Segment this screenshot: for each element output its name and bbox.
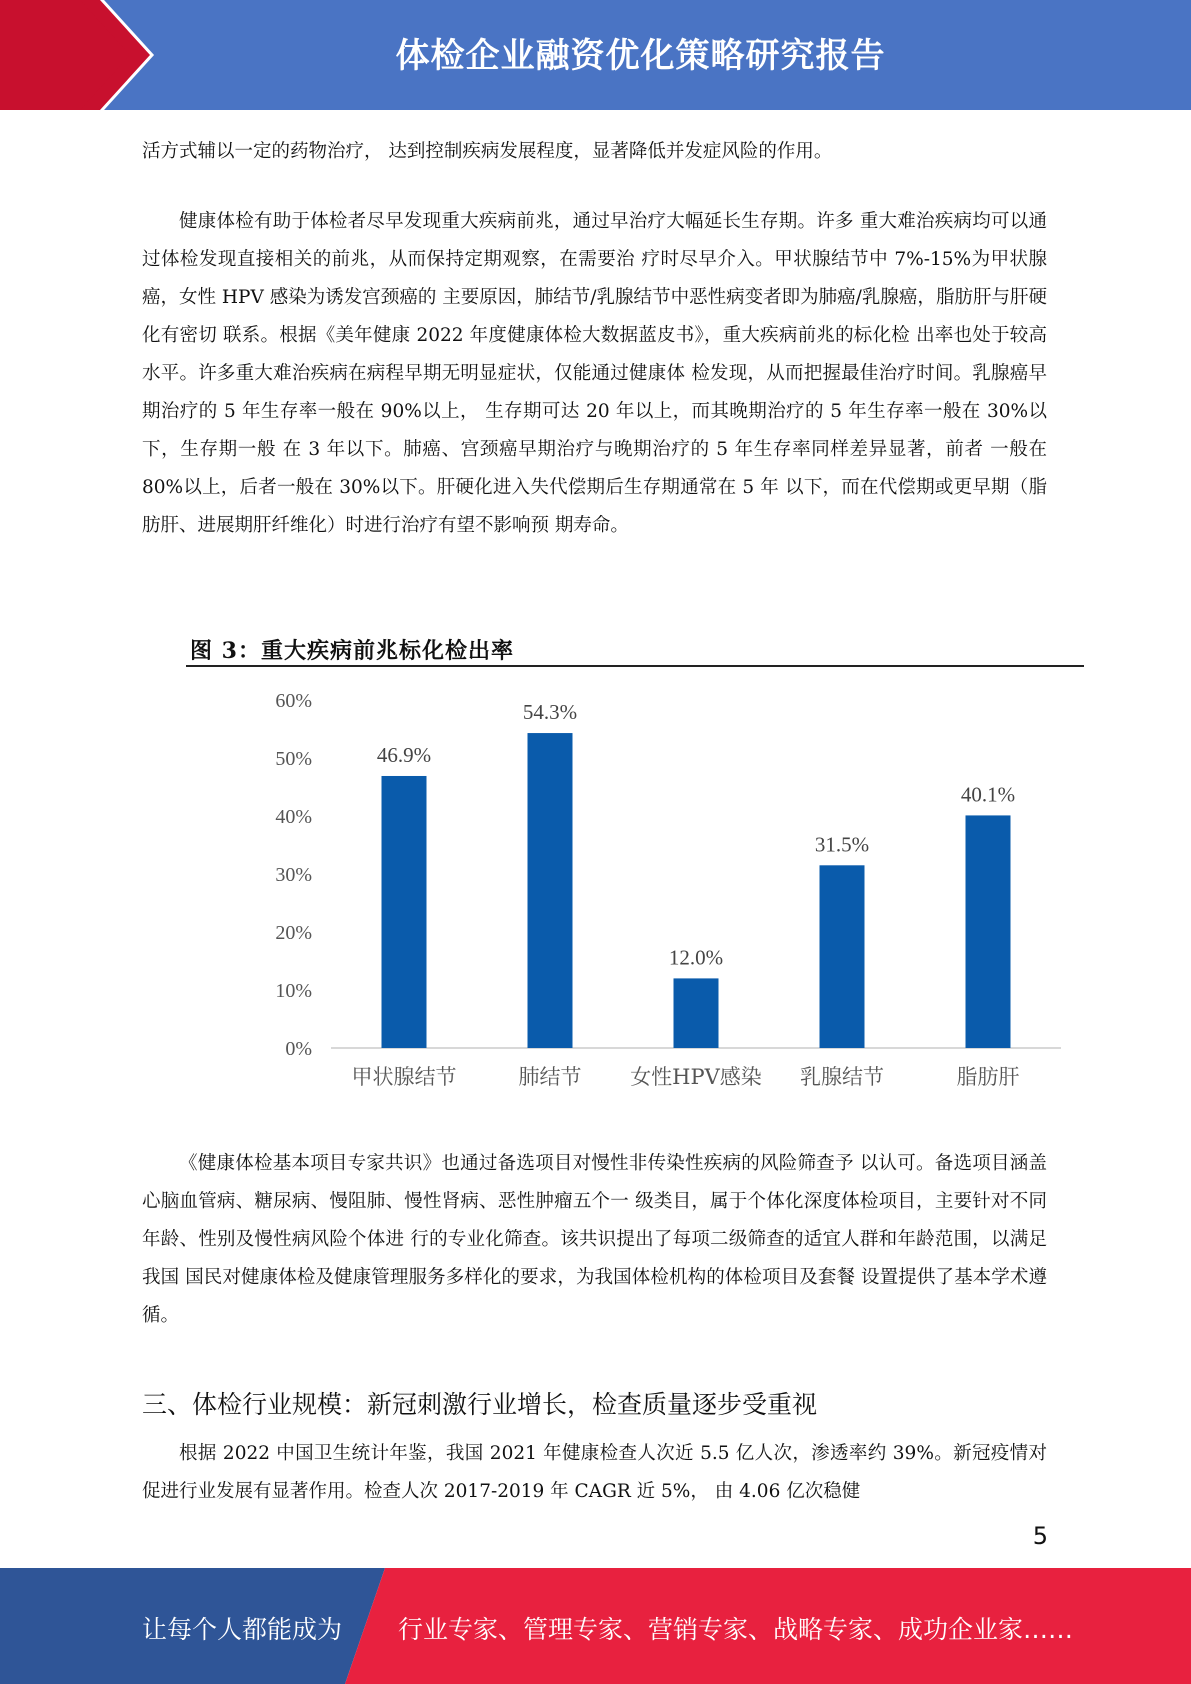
category-label: 肺结节 <box>518 1065 582 1089</box>
paragraph-treatment: 活方式辅以一定的药物治疗， 达到控制疾病发展程度，显著降低并发症风险的作用。 <box>142 141 833 162</box>
bar-value-label: 46.9% <box>376 742 432 767</box>
category-label: 乳腺结节 <box>800 1065 884 1089</box>
bar <box>528 733 573 1048</box>
page-number: 5 <box>1032 1522 1048 1550</box>
bar-chart <box>186 670 1086 1100</box>
y-tick-label: 0% <box>285 1038 312 1060</box>
paragraph-industry-scale: 根据 2022 中国卫生统计年鉴，我国 2021 年健康检查人次近 5.5 亿人次，渗透率约 39%。新冠疫情对促进行业发展有显著作用。检查人次 2017-2019 年 CAGR 近 5%， 由 4.06 亿次稳健 <box>142 1443 1047 1502</box>
footer-slogan-left: 让每个人都能成为 <box>142 1615 343 1644</box>
bars <box>382 733 1011 1048</box>
category-labels <box>352 1065 1020 1089</box>
figure-title-rule <box>186 665 1084 667</box>
y-tick-label: 20% <box>275 922 312 944</box>
figure-title: 图 3：重大疾病前兆标化检出率 <box>190 638 514 664</box>
bar <box>966 815 1011 1048</box>
footer-slogan-right: 行业专家、管理专家、营销专家、战略专家、成功企业家…… <box>398 1615 1074 1644</box>
report-header <box>0 0 1191 110</box>
bar-value-label: 12.0% <box>668 945 724 970</box>
y-axis-ticks <box>275 690 312 1060</box>
y-tick-label: 40% <box>275 806 312 828</box>
report-title: 体检企业融资优化策略研究报告 <box>395 36 886 76</box>
category-label: 甲状腺结节 <box>351 1065 457 1089</box>
y-tick-label: 50% <box>275 748 312 770</box>
category-label: 脂肪肝 <box>956 1065 1020 1089</box>
section-heading: 三、体检行业规模：新冠刺激行业增长，检查质量逐步受重视 <box>142 1389 818 1419</box>
category-label: 女性HPV感染 <box>630 1065 762 1089</box>
y-tick-label: 10% <box>275 980 312 1002</box>
paragraph-expert-consensus: 《健康体检基本项目专家共识》也通过备选项目对慢性非传染性疾病的风险筛查予 以认可。备选项目涵盖心脑血管病、糖尿病、慢阻肺、慢性肾病、恶性肿瘤五个一 级类目，属于个体化深度体检项目，主要针对不同年龄、性别及慢性病风险个体进 行的专业化筛查。该共识提出了每项二级筛查的适宜人群和年龄范围，以满足我国 国民对健康体检及健康管理服务多样化的要求，为我国体检机构的体检项目及套餐 设置提供了基本学术遵循。 <box>142 1153 1047 1326</box>
bar <box>382 776 427 1048</box>
bar <box>820 865 865 1048</box>
y-tick-label: 30% <box>275 864 312 886</box>
y-tick-label: 60% <box>275 690 312 712</box>
bar-value-label: 54.3% <box>522 700 578 725</box>
bar-value-label: 31.5% <box>814 832 870 857</box>
bar-data-labels <box>377 700 1015 969</box>
bar <box>674 978 719 1048</box>
bar-value-label: 40.1% <box>960 782 1016 807</box>
paragraph-early-detection: 健康体检有助于体检者尽早发现重大疾病前兆，通过早治疗大幅延长生存期。许多 重大难治疾病均可以通过体检发现直接相关的前兆，从而保持定期观察，在需要治 疗时尽早介入。甲状腺结节中 7%-15%为甲状腺癌，女性 HPV 感染为诱发宫颈癌的 主要原因，肺结节/乳腺结节中恶性病变者即为肺癌/乳腺癌，脂肪肝与肝硬化有密切 联系。根据《美年健康 2022 年度健康体检大数据蓝皮书》，重大疾病前兆的标化检 出率也处于较高水平。许多重大难治疾病在病程早期无明显症状，仅能通过健康体 检发现，从而把握最佳治疗时间。乳腺癌早期治疗的 5 年生存率一般在 90%以上， 生存期可达 20 年以上，而其晚期治疗的 5 年生存率一般在 30%以下，生存期一般 在 3 年以下。肺癌、宫颈癌早期治疗与晚期治疗的 5 年生存率同样差异显著，前者 一般在 80%以上，后者一般在 30%以下。肝硬化进入失代偿期后生存期通常在 5 年 以下，而在代偿期或更早期（脂肪肝、进展期肝纤维化）时进行治疗有望不影响预 期寿命。 <box>142 211 1047 536</box>
